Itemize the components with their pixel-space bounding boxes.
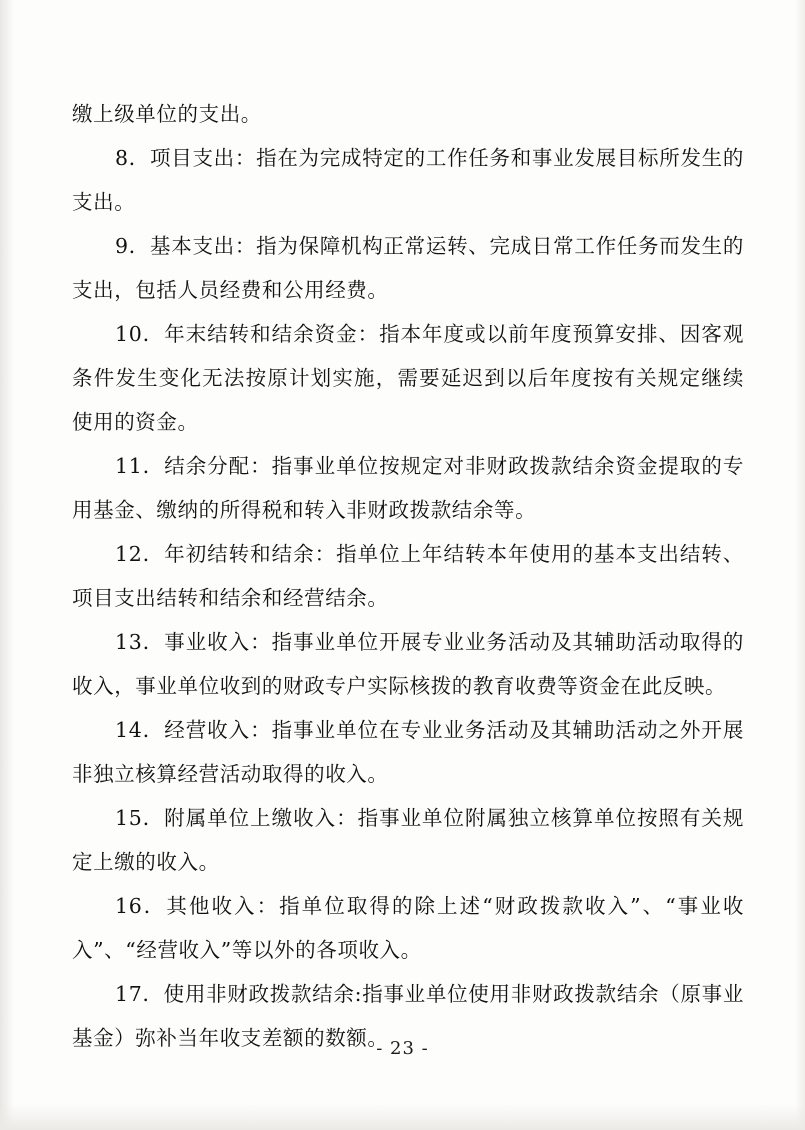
page-number: - 23 - <box>376 1038 429 1059</box>
paragraph-item-12: 12．年初结转和结余：指单位上年结转本年使用的基本支出结转、项目支出结转和结余和经营结余。 <box>72 542 744 610</box>
paragraph-item-11: 11．结余分配：指事业单位按规定对非财政拨款结余资金提取的专用基金、缴纳的所得税和转入非财政拨款结余等。 <box>72 454 744 522</box>
document-body <box>72 92 744 1060</box>
paragraph-item-16: 16．其他收入：指单位取得的除上述“财政拨款收入”、“事业收入”、“经营收入”等以外的各项收入。 <box>72 894 744 962</box>
paragraph-item-8: 8．项目支出：指在为完成特定的工作任务和事业发展目标所发生的支出。 <box>72 146 744 214</box>
paragraph-item-10: 10．年末结转和结余资金：指本年度或以前年度预算安排、因客观条件发生变化无法按原计划实施，需要延迟到以后年度按有关规定继续使用的资金。 <box>72 322 744 434</box>
paragraph-item-15: 15．附属单位上缴收入：指事业单位附属独立核算单位按照有关规定上缴的收入。 <box>72 806 744 874</box>
paragraph-item-9: 9．基本支出：指为保障机构正常运转、完成日常工作任务而发生的支出，包括人员经费和公用经费。 <box>72 234 744 302</box>
paragraph-item-14: 14．经营收入：指事业单位在专业业务活动及其辅助活动之外开展非独立核算经营活动取得的收入。 <box>72 718 744 786</box>
paragraph-continued: 缴上级单位的支出。 <box>72 102 262 126</box>
scan-shadow-bottom <box>0 1104 805 1130</box>
scan-shadow-left <box>0 0 14 1130</box>
paragraph-item-17: 17．使用非财政拨款结余:指事业单位使用非财政拨款结余（原事业基金）弥补当年收支差额的数额。 <box>72 982 744 1050</box>
scan-shadow-right <box>795 0 805 1130</box>
paragraph-item-13: 13．事业收入：指事业单位开展专业业务活动及其辅助活动取得的收入，事业单位收到的财政专户实际核拨的教育收费等资金在此反映。 <box>72 630 744 698</box>
